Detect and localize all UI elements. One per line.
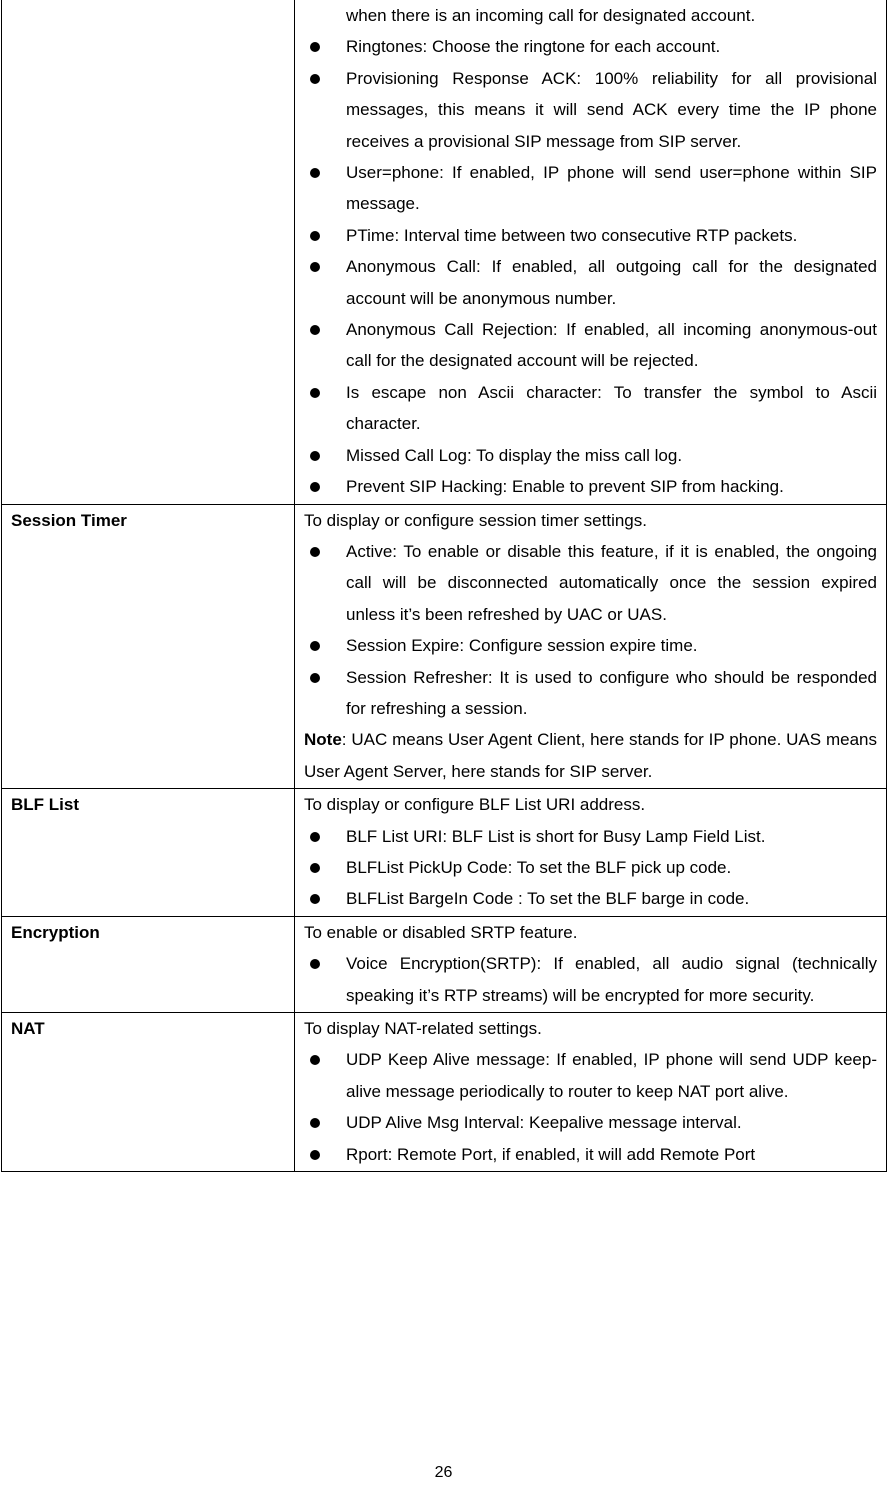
list-item: Ringtones: Choose the ringtone for each account.	[304, 31, 877, 62]
list-item: Anonymous Call: If enabled, all outgoing call for the designated account will be anonymous number.	[304, 251, 877, 314]
bullet-icon	[310, 168, 320, 178]
bullet-icon	[310, 482, 320, 492]
bullet-list	[304, 31, 877, 502]
row-description	[295, 789, 887, 917]
row-name-empty	[2, 0, 295, 504]
list-item: UDP Keep Alive message: If enabled, IP phone will send UDP keep-alive message periodically to router to keep NAT port alive.	[304, 1044, 877, 1107]
note-text: : UAC means User Agent Client, here stands for IP phone. UAS means User Agent Server, here stands for SIP server.	[304, 730, 877, 781]
continued-text: when there is an incoming call for designated account.	[346, 6, 756, 25]
bullet-icon	[310, 1055, 320, 1065]
bullet-list	[304, 821, 877, 915]
bullet-list	[304, 948, 877, 1011]
list-item: BLFList PickUp Code: To set the BLF pick up code.	[304, 852, 877, 883]
list-item: User=phone: If enabled, IP phone will send user=phone within SIP message.	[304, 157, 877, 220]
list-item: Session Refresher: It is used to configure who should be responded for refreshing a session.	[304, 662, 877, 725]
list-item: Missed Call Log: To display the miss call log.	[304, 440, 877, 471]
note-label: Note	[304, 730, 342, 750]
note	[304, 724, 877, 787]
row-description	[295, 0, 887, 504]
table-row-nat	[2, 1013, 887, 1172]
row-description	[295, 916, 887, 1012]
bullet-icon	[310, 547, 320, 557]
row-name: NAT	[2, 1013, 295, 1172]
bullet-icon	[310, 262, 320, 272]
list-item: BLF List URI: BLF List is short for Busy Lamp Field List.	[304, 821, 877, 852]
bullet-icon	[310, 641, 320, 651]
list-item: UDP Alive Msg Interval: Keepalive message interval.	[304, 1107, 877, 1138]
list-item: Active: To enable or disable this feature, if it is enabled, the ongoing call will be disconnected automatically once the session expired unless it’s been refreshed by UAC or UAS.	[304, 536, 877, 630]
bullet-list	[304, 1044, 877, 1170]
table-row-session-timer	[2, 504, 887, 789]
row-name: Session Timer	[2, 504, 295, 789]
list-item: BLFList BargeIn Code : To set the BLF barge in code.	[304, 883, 877, 914]
list-item: Session Expire: Configure session expire time.	[304, 630, 877, 661]
row-description	[295, 504, 887, 789]
settings-table	[1, 0, 887, 1172]
row-intro: To enable or disabled SRTP feature.	[304, 922, 578, 942]
row-intro: To display or configure BLF List URI address.	[304, 795, 646, 815]
row-name: BLF List	[2, 789, 295, 917]
row-intro: To display or configure session timer settings.	[304, 510, 647, 530]
bullet-list	[304, 536, 877, 724]
row-description	[295, 1013, 887, 1172]
bullet-icon	[310, 42, 320, 52]
bullet-icon	[310, 959, 320, 969]
bullet-icon	[310, 894, 320, 904]
list-item: PTime: Interval time between two consecutive RTP packets.	[304, 220, 877, 251]
bullet-icon	[310, 1118, 320, 1128]
bullet-icon	[310, 231, 320, 241]
table-row-encryption	[2, 916, 887, 1012]
table-row-continued	[2, 0, 887, 504]
list-item: Is escape non Ascii character: To transfer the symbol to Ascii character.	[304, 377, 877, 440]
row-name: Encryption	[2, 916, 295, 1012]
row-intro: To display NAT-related settings.	[304, 1019, 542, 1038]
bullet-icon	[310, 325, 320, 335]
list-item: Prevent SIP Hacking: Enable to prevent SIP from hacking.	[304, 471, 877, 502]
list-item: Rport: Remote Port, if enabled, it will add Remote Port	[304, 1139, 877, 1170]
table-row-blf-list	[2, 789, 887, 917]
bullet-icon	[310, 451, 320, 461]
bullet-icon	[310, 74, 320, 84]
list-item: Anonymous Call Rejection: If enabled, all incoming anonymous-out call for the designated account will be rejected.	[304, 314, 877, 377]
bullet-icon	[310, 388, 320, 398]
list-item: Provisioning Response ACK: 100% reliability for all provisional messages, this means it will send ACK every time the IP phone receives a provisional SIP message from SIP server.	[304, 63, 877, 157]
bullet-icon	[310, 863, 320, 873]
page-number: 26	[434, 1464, 453, 1481]
bullet-icon	[310, 673, 320, 683]
bullet-icon	[310, 832, 320, 842]
list-item: Voice Encryption(SRTP): If enabled, all audio signal (technically speaking it’s RTP streams) will be encrypted for more security.	[304, 948, 877, 1011]
bullet-icon	[310, 1150, 320, 1160]
